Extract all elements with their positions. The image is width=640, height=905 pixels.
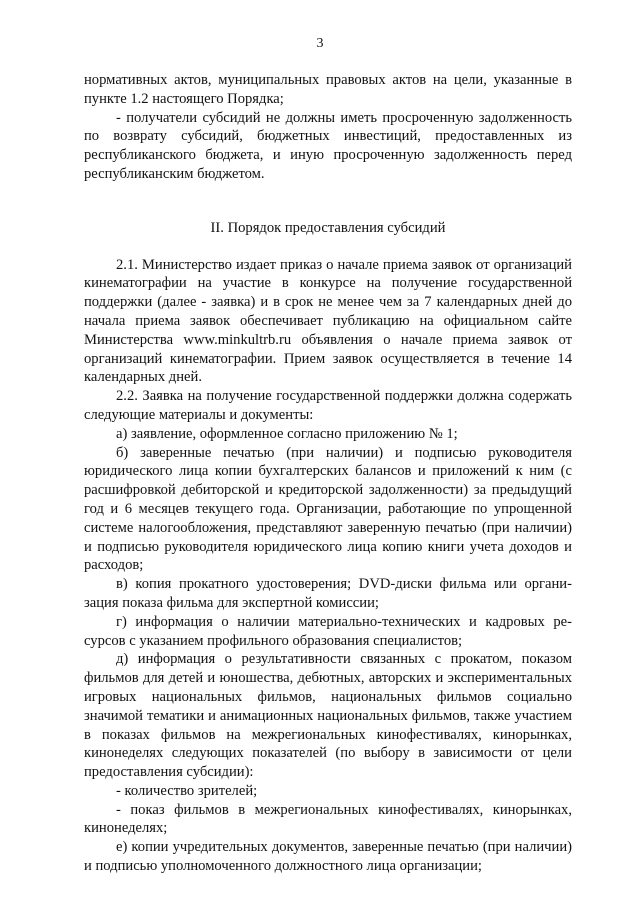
- paragraph-item-d: д) информация о результативности связанных с прокатом, показом фильмов для детей и юношества, дебютных, авторских и экспериментальных игровых национальных фильмов, национальных фильмов социально значимой тематики и анимационных национальных фильмов, также участием в показах фильмов на межрегиональных кинофестивалях, кинорынках, кинонеделях следующих показателей (по выбору в зависимости от цели предоставления субсидии):: [84, 651, 572, 781]
- spacer: [84, 184, 572, 219]
- paragraph-bullet-festivals: - показ фильмов в межрегиональных кинофестивалях, кинорынках, кинонеделях;: [84, 801, 572, 837]
- section-title: II. Порядок предоставления субсидий: [210, 219, 446, 236]
- page-number: 3: [316, 36, 324, 51]
- document-body: [84, 71, 572, 876]
- paragraph-item-e: е) копии учредительных документов, заверенные печатью (при наличии) и подписью уполномоченного должностного лица организации;: [84, 839, 572, 875]
- paragraph-continuation: нормативных актов, муниципальных правовых актов на цели, указанные в пункте 1.2 настоящего Порядка;: [84, 72, 572, 107]
- paragraph-bullet-viewers: - количество зрителей;: [116, 782, 258, 799]
- paragraph-item-b: б) заверенные печатью (при наличии) и подписью руководителя юридического лица копии бухгалтерских балансов и приложений к ним (с расшифровкой дебиторской и кредиторской задолженности) за предыдущий год и 6 месяцев текущего года. Организации, работающие по упрощенной системе налогообложения, представляют заверенную печатью (при наличии) и подписью руководителя юридического лица копию книги учета доходов и расходов;: [84, 444, 572, 574]
- paragraph-item-a: а) заявление, оформленное согласно приложению № 1;: [116, 425, 458, 442]
- paragraph-2-1: 2.1. Министерство издает приказ о начале приема заявок от организаций кинематографии на участие в конкурсе на получение государственной поддержки (далее - заявка) и в срок не менее чем за 7 календарных дней до начала приема заявок обеспечивает публикацию на официальном сайте Министерства www.minkultrb.ru объявления о начале приема заявок от организаций кинематографии. Прием заявок осуществляется в течение 14 календарных дней.: [84, 256, 572, 386]
- paragraph-item-v: в) копия прокатного удостоверения; DVD-диски фильма или организация показа фильма для экспертной комиссии;: [84, 576, 572, 611]
- spacer: [84, 238, 572, 256]
- paragraph-2-2: 2.2. Заявка на получение государственной поддержки должна содержать следующие материалы и документы:: [84, 388, 572, 423]
- paragraph-no-debt-requirement: - получатели субсидий не должны иметь просроченную задолженность по возврату субсидий, бюджетных инвестиций, предоставленных из республиканского бюджета, и иную просроченную задолженность перед республиканским бюджетом.: [84, 109, 572, 182]
- paragraph-item-g: г) информация о наличии материально-технических и кадровых ресурсов с указанием профильного образования специалистов;: [84, 613, 572, 649]
